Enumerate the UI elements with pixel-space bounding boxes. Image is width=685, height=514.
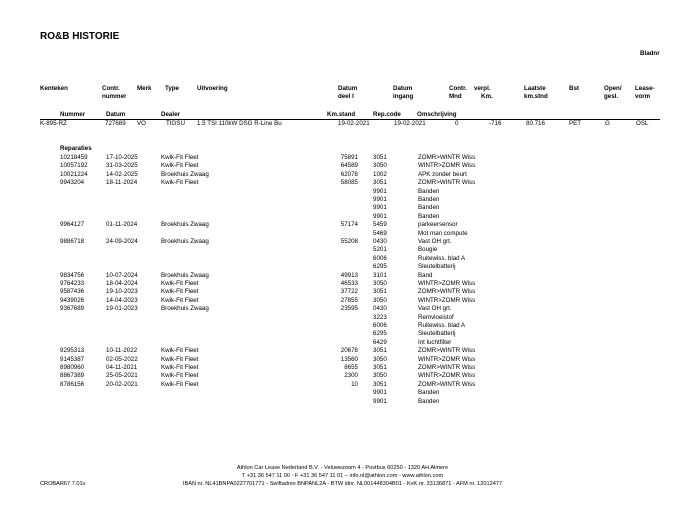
vehicle-merk: VO: [137, 120, 146, 127]
repair-code: 3223: [373, 313, 387, 321]
repair-km: 49913: [340, 271, 358, 279]
repair-datum: 14-04-2023: [106, 296, 138, 304]
footer-registration: IBAN nr. NL41BNPA0227701771 - Swiftadres BNPANL2A - BTW idnr. NL001448304B01 - KvK nr. 33136871 - AFM nr. 12012477: [182, 481, 503, 487]
repair-omschrijving: Sleutelbatterij: [418, 330, 456, 338]
repair-nummer: 10021224: [60, 170, 88, 178]
repair-nummer: 8867389: [60, 372, 85, 380]
header-verpl: verpl.: [474, 85, 491, 92]
repair-datum: 25-05-2021: [106, 372, 138, 380]
repair-km: 46533: [340, 280, 358, 287]
header-lease: Lease-: [635, 85, 655, 92]
repair-dealer: Kwik-Fit Fleet: [161, 162, 199, 170]
vehicle-verpl-km: -716: [489, 120, 502, 127]
table-row: [0, 347, 685, 355]
repair-omschrijving: APK zonder beurt: [418, 170, 467, 178]
header-contr-mnd: Contr.: [449, 85, 467, 92]
repair-dealer: Kwik-Fit Fleet: [161, 355, 199, 363]
table-row: [0, 255, 685, 263]
repair-omschrijving: WINTR>ZOMR Wiss: [418, 355, 476, 363]
repair-datum: 17-10-2025: [106, 154, 138, 161]
repair-dealer: Broekhuis Zwaag: [161, 170, 209, 178]
repair-km: 13560: [340, 355, 358, 363]
repair-code: 9901: [373, 212, 387, 220]
repair-code: 3051: [373, 288, 387, 296]
repair-nummer: 10057192: [60, 162, 88, 170]
repair-nummer: 9145387: [60, 355, 85, 363]
repair-datum: 24-09-2024: [106, 238, 138, 245]
repair-omschrijving: Mot man compute: [418, 229, 468, 237]
repair-datum: 18-11-2024: [106, 179, 138, 187]
table-row: [0, 230, 685, 238]
table-row: [0, 356, 685, 364]
header-km: Km.: [481, 93, 493, 100]
header-deel: deel I: [338, 93, 354, 100]
header-laatste: Laatste: [524, 85, 546, 92]
repair-dealer: Kwik-Fit Fleet: [161, 154, 199, 161]
header-nummer: nummer: [102, 93, 127, 100]
repair-omschrijving: Remvloeistof: [418, 313, 454, 321]
repair-nummer: 9964127: [60, 221, 85, 229]
vehicle-laatste-km: 80.716: [526, 120, 545, 127]
table-row: [0, 238, 685, 246]
table-row: [0, 272, 685, 280]
repair-code: 6295: [373, 330, 387, 338]
repair-code: 3051: [373, 380, 387, 388]
header-datum-ingang: Datum: [393, 85, 413, 92]
table-row: [0, 246, 685, 254]
repair-dealer: Kwik-Fit Fleet: [161, 296, 199, 304]
vehicle-kenteken: K-895-RZ: [40, 120, 67, 127]
repair-km: 55208: [340, 238, 358, 245]
repair-dealer: Kwik-Fit Fleet: [161, 364, 199, 371]
repair-code: 5469: [373, 229, 387, 237]
header-gesl: gesl.: [604, 93, 619, 100]
repair-omschrijving: Banden: [418, 389, 440, 397]
repair-km: 75891: [340, 154, 358, 161]
table-row: [0, 188, 685, 196]
repair-dealer: Kwik-Fit Fleet: [161, 380, 199, 388]
repair-km: 37722: [340, 288, 358, 296]
repair-omschrijving: WINTR>ZOMR Wiss: [418, 296, 476, 304]
repair-omschrijving: Ruitewiss. blad A: [418, 322, 466, 329]
repair-code: 0430: [373, 305, 387, 313]
repair-code: 3050: [373, 280, 387, 287]
repair-km: 58085: [340, 179, 358, 187]
repair-dealer: Kwik-Fit Fleet: [161, 280, 199, 287]
repair-omschrijving: parkeersensor: [418, 221, 458, 229]
repair-dealer: Broekhuis Zwaag: [161, 238, 209, 245]
table-row: [0, 305, 685, 313]
repair-dealer: Broekhuis Zwaag: [161, 271, 209, 279]
repair-km: 10: [351, 380, 358, 388]
repair-nummer: 10218459: [60, 154, 88, 161]
repair-nummer: 9943204: [60, 179, 85, 187]
table-row: [0, 364, 685, 372]
repair-datum: 02-05-2022: [106, 355, 138, 363]
header-mnd: Mnd: [449, 93, 462, 100]
reparaties-label: Reparaties: [60, 145, 92, 152]
table-row: [0, 288, 685, 296]
header-type: Type: [165, 85, 179, 92]
page-title: RO&B HISTORIE: [40, 31, 120, 42]
vehicle-open: G: [605, 120, 610, 127]
table-row: [0, 263, 685, 271]
repair-code: 6006: [373, 322, 387, 329]
repair-km: 2300: [344, 372, 358, 380]
repair-datum: 14-02-2025: [106, 170, 138, 178]
repair-omschrijving: Banden: [418, 204, 440, 212]
repair-nummer: 8786156: [60, 380, 85, 388]
repair-code: 3051: [373, 179, 387, 187]
repair-code: 9901: [373, 187, 387, 195]
repair-km: 20678: [340, 347, 358, 355]
table-row: [0, 179, 685, 187]
repair-datum: 04-11-2021: [106, 364, 138, 371]
header-ingang: ingang: [393, 93, 414, 100]
vehicle-bst: PET: [569, 120, 582, 127]
page-number-label: Bladnr: [640, 50, 660, 57]
repair-code: 5459: [373, 221, 387, 229]
repair-datum: 01-11-2024: [106, 221, 138, 229]
repair-omschrijving: Band: [418, 271, 433, 279]
header-open: Open/: [604, 85, 622, 92]
repair-omschrijving: Vast OH grt.: [418, 305, 452, 313]
repair-omschrijving: Int luchtfilter: [418, 338, 452, 346]
repair-nummer: 9834756: [60, 271, 85, 279]
repair-datum: 10-07-2024: [106, 271, 138, 279]
subheader-datum: Datum: [106, 111, 126, 118]
repair-omschrijving: WINTR>ZOMR Wiss: [418, 280, 476, 287]
table-row: [0, 330, 685, 338]
repair-dealer: Kwik-Fit Fleet: [161, 288, 199, 296]
repair-km: 64589: [340, 162, 358, 170]
repair-code: 5201: [373, 246, 387, 254]
repair-omschrijving: ZOMR>WINTR Wiss: [418, 364, 476, 371]
repair-code: 3051: [373, 364, 387, 371]
vehicle-uitvoering: 1.5 TSI 110kW DSG R-Line Bu: [197, 120, 282, 127]
repair-km: 27855: [340, 296, 358, 304]
repair-dealer: Kwik-Fit Fleet: [161, 179, 199, 187]
table-row: [0, 196, 685, 204]
vehicle-datum-ingang: 19-02-2021: [394, 120, 426, 127]
repair-datum: 19-01-2023: [106, 305, 138, 313]
repair-omschrijving: Sleutelbatterij: [418, 263, 456, 271]
repair-km: 23595: [340, 305, 358, 313]
repair-nummer: 9295313: [60, 347, 85, 355]
repair-km: 62078: [340, 170, 358, 178]
table-row: [0, 154, 685, 162]
repair-code: 9901: [373, 389, 387, 397]
repair-datum: 20-02-2021: [106, 380, 138, 388]
repair-omschrijving: ZOMR>WINTR Wiss: [418, 347, 476, 355]
repair-code: 3050: [373, 296, 387, 304]
repair-code: 3101: [373, 271, 387, 279]
table-row: [0, 280, 685, 288]
subheader-dealer: Dealer: [161, 111, 180, 118]
table-row: [0, 381, 685, 389]
vehicle-type: TIGSU: [166, 120, 185, 127]
vehicle-mnd: 0: [455, 120, 459, 127]
vehicle-contract: 727689: [105, 120, 126, 127]
table-row: [0, 398, 685, 406]
repair-code: 6295: [373, 263, 387, 271]
repair-datum: 19-10-2023: [106, 288, 138, 296]
footer-version: CROBAR67 7.01v: [40, 481, 86, 487]
vehicle-datum-deel: 19-02-2021: [338, 120, 370, 127]
table-row: [0, 322, 685, 330]
repair-code: 9901: [373, 397, 387, 405]
header-kmstnd: km.stnd: [524, 93, 548, 100]
repair-nummer: 9886718: [60, 238, 85, 245]
repair-omschrijving: Ruitewiss. blad A: [418, 254, 466, 262]
table-row: [0, 213, 685, 221]
repair-omschrijving: Banden: [418, 397, 440, 405]
repair-nummer: 9367689: [60, 305, 85, 313]
subheader-km-stand: Km.stand: [327, 111, 356, 118]
repair-code: 6429: [373, 338, 387, 346]
repair-omschrijving: Vast OH grt.: [418, 238, 452, 245]
repair-nummer: 9587436: [60, 288, 85, 296]
repair-km: 8655: [344, 364, 358, 371]
repair-code: 9901: [373, 204, 387, 212]
footer-address: Athlon Car Lease Nederland B.V. - Veluwezoom 4 - Postbus 60250 - 1320 AH Almere: [236, 465, 449, 471]
footer-contact: T +31 36 547 11 00 - F +31 36 547 11 01 – info.nl@athlon.com - www.athlon.com: [241, 473, 444, 479]
table-row: [0, 372, 685, 380]
repair-nummer: 9764233: [60, 280, 85, 287]
table-row: [0, 389, 685, 397]
repair-km: 57174: [340, 221, 358, 229]
table-row: [0, 162, 685, 170]
repair-code: 6006: [373, 254, 387, 262]
subheader-omschrijving: Omschrijving: [417, 111, 457, 118]
table-row: [0, 314, 685, 322]
repair-omschrijving: ZOMR>WINTR Wiss: [418, 179, 476, 187]
header-bst: Bst: [569, 85, 579, 92]
repair-datum: 18-04-2024: [106, 280, 138, 287]
repair-datum: 31-03-2025: [106, 162, 138, 170]
repair-omschrijving: ZOMR>WINTR Wiss: [418, 380, 476, 388]
table-row: [0, 339, 685, 347]
repair-dealer: Broekhuis Zwaag: [161, 221, 209, 229]
repair-omschrijving: ZOMR>WINTR Wiss: [418, 288, 476, 296]
repair-omschrijving: ZOMR>WINTR Wiss: [418, 154, 476, 161]
header-contr: Contr.: [102, 85, 120, 92]
repair-omschrijving: Bougie: [418, 246, 438, 254]
repair-code: 3050: [373, 372, 387, 380]
repair-nummer: 9439026: [60, 296, 85, 304]
repair-omschrijving: Banden: [418, 187, 440, 195]
repair-omschrijving: WINTR>ZOMR Wiss: [418, 162, 476, 170]
repair-omschrijving: Banden: [418, 212, 440, 220]
subheader-nummer: Nummer: [60, 111, 86, 118]
vehicle-lease: OSL: [636, 120, 649, 127]
repair-dealer: Kwik-Fit Fleet: [161, 372, 199, 380]
repair-datum: 10-11-2022: [106, 347, 138, 355]
header-kenteken: Kenteken: [40, 85, 68, 92]
table-row: [0, 171, 685, 179]
repair-omschrijving: WINTR>ZOMR Wiss: [418, 372, 476, 380]
header-datum-deel: Datum: [338, 85, 358, 92]
repair-code: 0430: [373, 238, 387, 245]
header-uitvoering: Uitvoering: [197, 85, 228, 92]
table-row: [0, 204, 685, 212]
header-vorm: vorm: [635, 93, 651, 100]
header-merk: Merk: [137, 85, 152, 92]
repair-code: 3050: [373, 355, 387, 363]
repair-dealer: Broekhuis Zwaag: [161, 305, 209, 313]
repair-code: 9901: [373, 196, 387, 203]
repair-code: 3050: [373, 162, 387, 170]
repair-code: 3051: [373, 347, 387, 355]
repair-nummer: 8980960: [60, 364, 85, 371]
table-row: [0, 297, 685, 305]
subheader-rep-code: Rep.code: [373, 111, 401, 118]
table-row: [0, 221, 685, 229]
repair-code: 1002: [373, 170, 387, 178]
repair-code: 3051: [373, 154, 387, 161]
repair-dealer: Kwik-Fit Fleet: [161, 347, 199, 355]
repair-omschrijving: Banden: [418, 196, 440, 203]
